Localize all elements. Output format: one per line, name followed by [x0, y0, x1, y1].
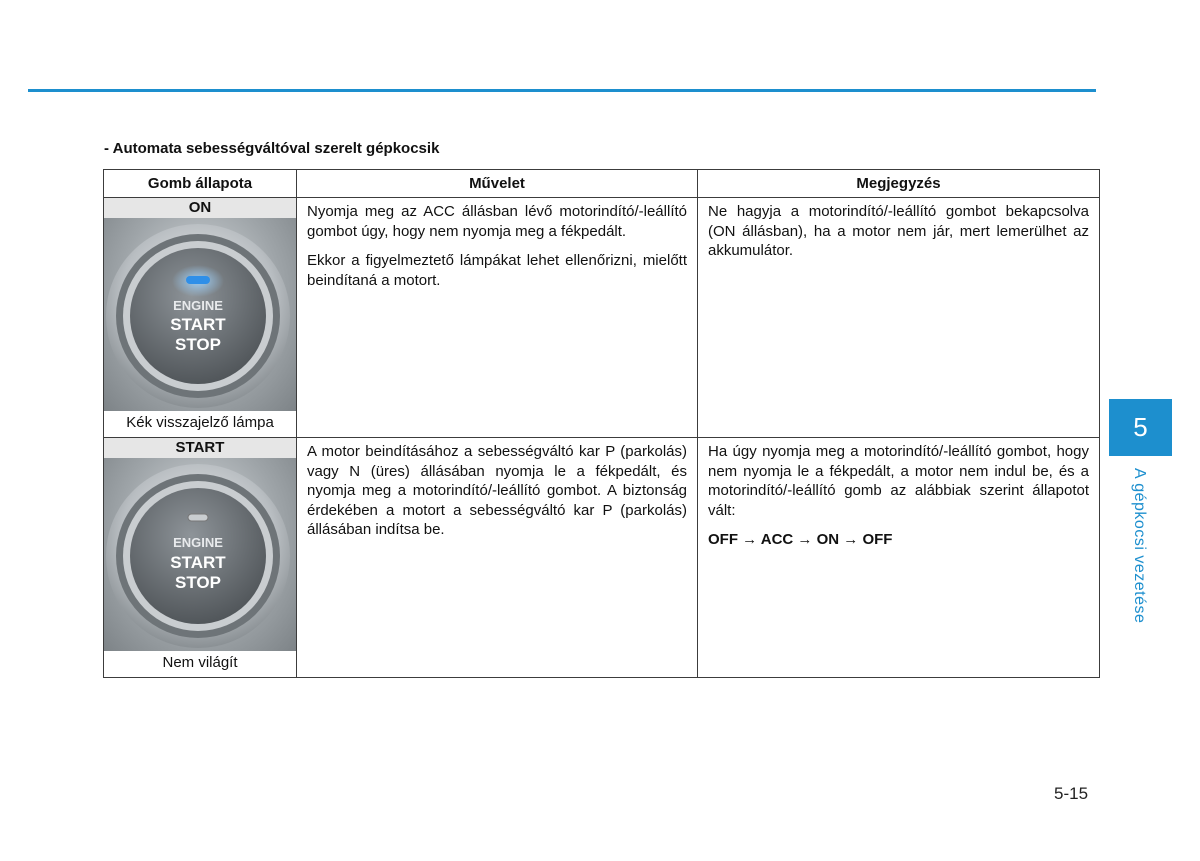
header-note: Megjegyzés [698, 170, 1100, 198]
note-cell-start [698, 438, 1100, 678]
section-heading: - Automata sebességváltóval szerelt gépkocsik [104, 140, 440, 157]
chapter-title: A gépkocsi vezetése [1131, 468, 1148, 624]
table-header-row [104, 170, 1100, 198]
action-cell-on [297, 198, 698, 438]
button-text-engine: ENGINE [173, 535, 223, 550]
button-text-stop: STOP [175, 573, 221, 592]
engine-button-start-image [104, 458, 296, 651]
state-cell-on [104, 198, 297, 438]
state-sequence: OFF → ACC → ON → OFF [708, 531, 893, 548]
button-state-table [103, 169, 1100, 678]
action-paragraph: Nyomja meg az ACC állásban lévő motorindító/-leállító gombot úgy, hogy nem nyomja meg a fékpedált. [307, 203, 687, 240]
button-text-start: START [170, 553, 226, 572]
caption-start: Nem világít [162, 654, 238, 671]
unlit-indicator-lamp [188, 514, 208, 521]
header-button-state: Gomb állapota [104, 170, 297, 198]
table-row [104, 438, 1100, 678]
button-text-engine: ENGINE [173, 298, 223, 313]
header-rule [28, 89, 1096, 92]
state-label-start: START [104, 438, 296, 458]
page-number: 5-15 [1054, 784, 1089, 803]
button-text-stop: STOP [175, 335, 221, 354]
engine-start-stop-button-icon [104, 218, 296, 411]
blue-indicator-lamp [186, 276, 210, 284]
action-paragraph: Ekkor a figyelmeztető lámpákat lehet ellenőrizni, mielőtt beindítaná a motort. [307, 252, 687, 289]
note-paragraph: Ne hagyja a motorindító/-leállító gombot bekapcsolva (ON állásban), ha a motor nem jár, mert lemerülhet az akkumulátor. [708, 203, 1089, 259]
action-cell-start [297, 438, 698, 678]
header-operation: Művelet [297, 170, 698, 198]
caption-on: Kék visszajelző lámpa [126, 414, 274, 431]
chapter-number-tab: 5 [1109, 399, 1172, 456]
state-cell-start [104, 438, 297, 678]
engine-start-stop-button-icon [104, 458, 296, 651]
state-label-on: ON [104, 198, 296, 218]
note-cell-on [698, 198, 1100, 438]
action-paragraph: A motor beindításához a sebességváltó kar P (parkolás) vagy N (üres) állásában nyomja le a fékpedált, és nyomja meg a motorindító/-leállító gombot. A biztonság érdekében a motort a sebességváltó kar P (parkolás) állásában indítsa be. [307, 443, 687, 538]
engine-button-on-image [104, 218, 296, 411]
button-text-start: START [170, 315, 226, 334]
table-row [104, 198, 1100, 438]
note-paragraph: Ha úgy nyomja meg a motorindító/-leállító gombot, hogy nem nyomja le a fékpedált, a motor nem indul be, és a motorindító/-leállító gomb az alábbiak szerint állapotot vált: [708, 443, 1089, 519]
